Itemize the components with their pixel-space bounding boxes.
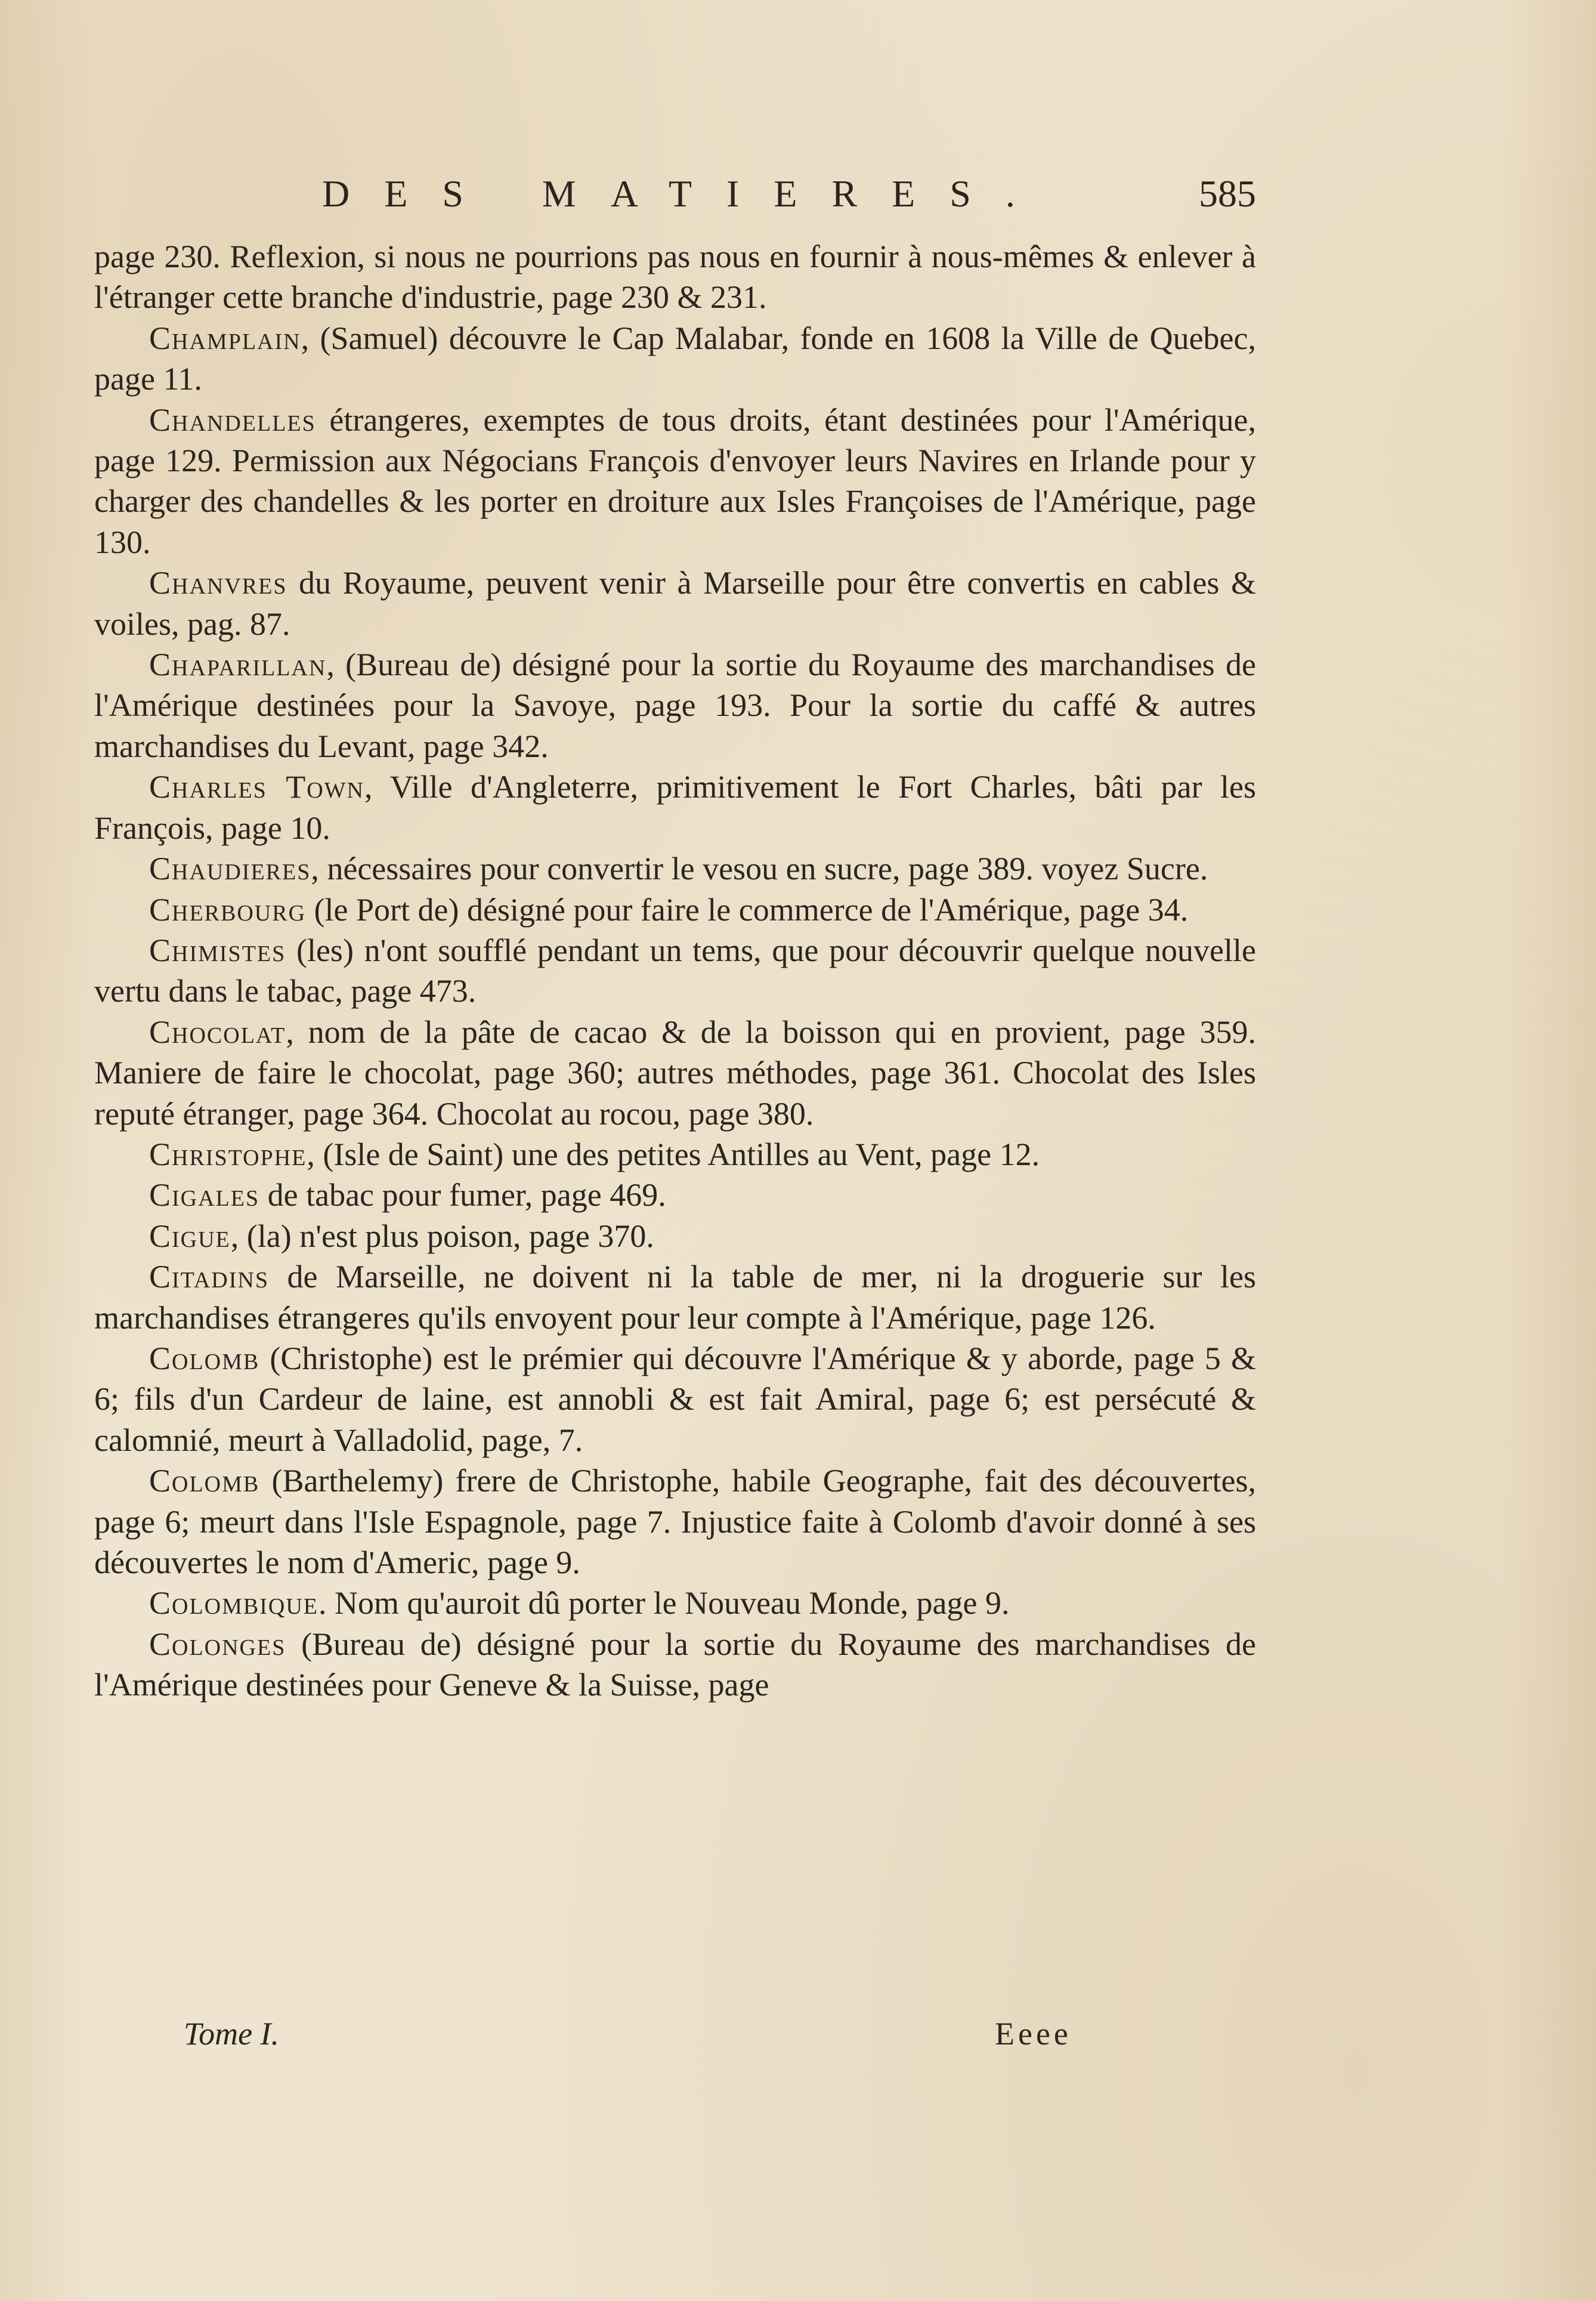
entry-text: , Ville d'Angleterre, primitivement le Fort Charles, bâti par les François, page 10. [94,769,1256,846]
entry-text: , (Bureau de) désigné pour la sortie du Royaume des marchandises de l'Amérique destinées pour la Savoye, page 193. Pour la sortie du caffé & autres marchandises du Levant, page 342. [94,647,1256,764]
index-entry [94,848,1256,889]
index-entry [94,1338,1256,1460]
entry-head: Cherbourg [149,891,307,928]
entry-text: , nécessaires pour convertir le vesou en sucre, page 389. voyez Sucre. [311,851,1208,887]
index-entry [94,889,1256,930]
entry-text: page 230. Reflexion, si nous ne pourrions pas nous en fournir à nous-mêmes & enlever à l'étranger cette branche d'industrie, page 230 & 231. [94,239,1256,316]
entry-text: . Nom qu'auroit dû porter le Nouveau Monde, page 9. [318,1585,1010,1621]
entry-head: Chaudieres [149,851,311,887]
index-entry [94,318,1256,400]
entry-text: (le Port de) désigné pour faire le commerce de l'Amérique, page 34. [306,891,1189,928]
entry-head: Christophe [149,1136,307,1172]
entry-head: Colomb [149,1340,260,1376]
entry-text: étrangeres, exemptes de tous droits, étant destinées pour l'Amérique, page 129. Permission aux Négocians François d'envoyer leurs Navires en Irlande pour y charger des chandelles & les porter en droiture aux Isles Françoises de l'Amérique, page 130. [94,401,1256,560]
index-entry [94,563,1256,644]
entry-head: Colonges [149,1626,286,1662]
entry-text: , (Isle de Saint) une des petites Antilles au Vent, page 12. [307,1136,1040,1172]
entry-head: Chanvres [149,565,287,601]
index-entry [94,1583,1256,1623]
index-entry [94,1256,1256,1338]
entry-text: , (Samuel) découvre le Cap Malabar, fonde en 1608 la Ville de Quebec, page 11. [94,320,1256,397]
page-number: 585 [1199,172,1256,215]
index-entry [94,1216,1256,1256]
index-entry [94,930,1256,1012]
index-entry [94,1460,1256,1583]
entry-text: (les) n'ont soufflé pendant un tems, que pour découvrir quelque nouvelle vertu dans le tabac, page 473. [94,932,1256,1009]
entry-head: Cigue [149,1218,231,1254]
entry-text: , nom de la pâte de cacao & de la boisson qui en provient, page 359. Maniere de faire le chocolat, page 360; autres méthodes, page 361. Chocolat des Isles reputé étranger, page 364. Chocolat au rocou, page 380. [94,1014,1256,1132]
volume-label: Tome I. [184,2016,280,2052]
entry-head: Colombique [149,1585,318,1621]
entry-text: de Marseille, ne doivent ni la table de mer, ni la droguerie sur les marchandises étrangeres qu'ils envoyent pour leur compte à l'Amérique, page 126. [94,1259,1256,1336]
index-entry [94,1134,1256,1175]
entry-head: Champlain [149,320,301,356]
index-text [94,236,1256,1706]
entry-head: Chocolat [149,1014,286,1050]
entry-head: Citadins [149,1259,269,1295]
index-entry [94,644,1256,767]
entry-text: du Royaume, peuvent venir à Marseille pour être convertis en cables & voiles, pag. 87. [94,565,1256,642]
entry-head: Cigales [149,1177,260,1213]
entry-head: Chaparillan [149,647,327,683]
entry-head: Colomb [149,1463,260,1499]
entry-text: (Christophe) est le prémier qui découvre l'Amérique & y aborde, page 5 & 6; fils d'un Cardeur de laine, est annobli & est fait Amiral, page 6; est persécuté & calomnié, meurt à Valladolid, page, 7. [94,1340,1256,1458]
entry-text: , (la) n'est plus poison, page 370. [230,1218,654,1254]
entry-head: Chimistes [149,932,286,968]
running-head: DES MATIERES. [322,172,1050,215]
index-entry [94,1175,1256,1215]
entry-head: Chandelles [149,401,316,438]
entry-head: Charles Town [149,769,364,805]
index-entry [94,767,1256,848]
entry-text: (Barthelemy) frere de Christophe, habile Geographe, fait des découvertes, page 6; meurt dans l'Isle Espagnole, page 7. Injustice faite à Colomb d'avoir donné à ses découvertes le nom d'Americ, page 9. [94,1463,1256,1580]
page-footer [184,2015,1090,2052]
index-entry [94,1012,1256,1134]
index-entry [94,400,1256,563]
entry-text: (Bureau de) désigné pour la sortie du Royaume des marchandises de l'Amérique destinées pour Geneve & la Suisse, page [94,1626,1256,1703]
index-entry [94,1624,1256,1706]
signature-mark: Eeee [995,2016,1072,2052]
entry-text: de tabac pour fumer, page 469. [259,1177,666,1213]
index-entry [94,236,1256,318]
